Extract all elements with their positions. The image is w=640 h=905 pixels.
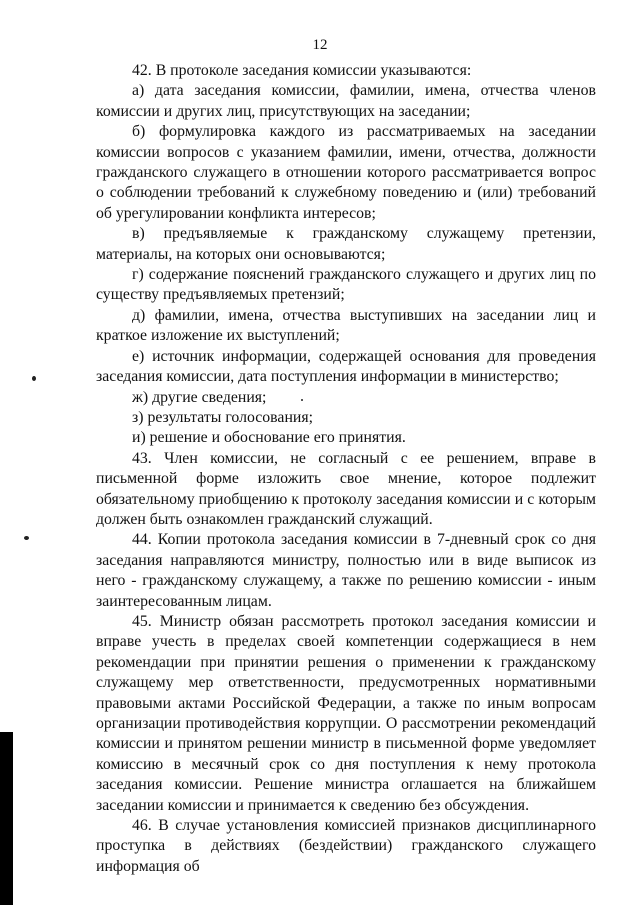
paragraph-42-item-a: а) дата заседания комиссии, фамилии, имена, отчества членов комиссии и других лиц, присутствующих на заседании; bbox=[96, 82, 596, 120]
paragraph-42-item-g: г) содержание пояснений гражданского служащего и других лиц по существу предъявляемых претензий; bbox=[96, 266, 596, 304]
paragraph-42-item-z: з) результаты голосования; bbox=[132, 408, 314, 426]
paragraph-42-item-d: д) фамилии, имена, отчества выступивших на заседании лиц и краткое изложение их выступлений; bbox=[96, 306, 596, 345]
paragraph-42-heading: 42. В протоколе заседания комиссии указываются: bbox=[132, 62, 472, 79]
document-body bbox=[96, 61, 596, 877]
paragraph-42-item-e: е) источник информации, содержащей основания для проведения заседания комиссии, дата поступления информации в министерство; bbox=[96, 347, 596, 386]
page-number: 12 bbox=[312, 37, 328, 53]
paragraph-42-item-i: и) решение и обоснование его принятия. bbox=[132, 429, 406, 447]
paragraph-44: 44. Копии протокола заседания комиссии в 7-дневный срок со дня заседания направляются министру, полностью или в виде выписок из него - гражданскому служащему, а также по решению комиссии - иным заинтересованным лицам. bbox=[96, 531, 596, 610]
paragraph-42-item-v: в) предъявляемые к гражданскому служащему претензии, материалы, на которых они основываются; bbox=[96, 225, 596, 263]
scan-edge-shadow bbox=[0, 732, 13, 905]
paragraph-45: 45. Министр обязан рассмотреть протокол заседания комиссии и вправе учесть в пределах своей компетенции содержащиеся в нем рекомендации при принятии решения о применении к гражданскому служащему мер ответственности, предусмотренных нормативными правовыми актами Российской Федерации, а также по иным вопросам организации противодействия коррупции. О рассмотрении рекомендаций комиссии и принятом решении министр в письменной форме уведомляет комиссию в месячный срок со дня поступления к нему протокола заседания комиссии. Решение министра оглашается на ближайшем заседании комиссии и принимается к сведению без обсуждения. bbox=[96, 612, 596, 814]
paragraph-46: 46. В случае установления комиссией признаков дисциплинарного проступка в действиях (бездействии) гражданского служащего информация об bbox=[96, 817, 596, 875]
scan-speck bbox=[24, 536, 29, 540]
scan-speck bbox=[32, 376, 36, 381]
scan-speck bbox=[301, 399, 303, 401]
paragraph-42-item-zh: ж) другие сведения; bbox=[132, 388, 267, 406]
paragraph-43: 43. Член комиссии, не согласный с ее решением, вправе в письменной форме изложить свое мнение, которое подлежит обязательному приобщению к протоколу заседания комиссии и с которым должен быть ознакомлен гражданский служащий. bbox=[96, 449, 596, 528]
paragraph-42-item-b: б) формулировка каждого из рассматриваемых на заседании комиссии вопросов с указанием фамилии, имени, отчества, должности гражданского служащего в отношении которого рассматривается вопрос о соблюдении требований к служебному поведению и (или) требований об урегулировании конфликта интересов; bbox=[96, 123, 596, 222]
